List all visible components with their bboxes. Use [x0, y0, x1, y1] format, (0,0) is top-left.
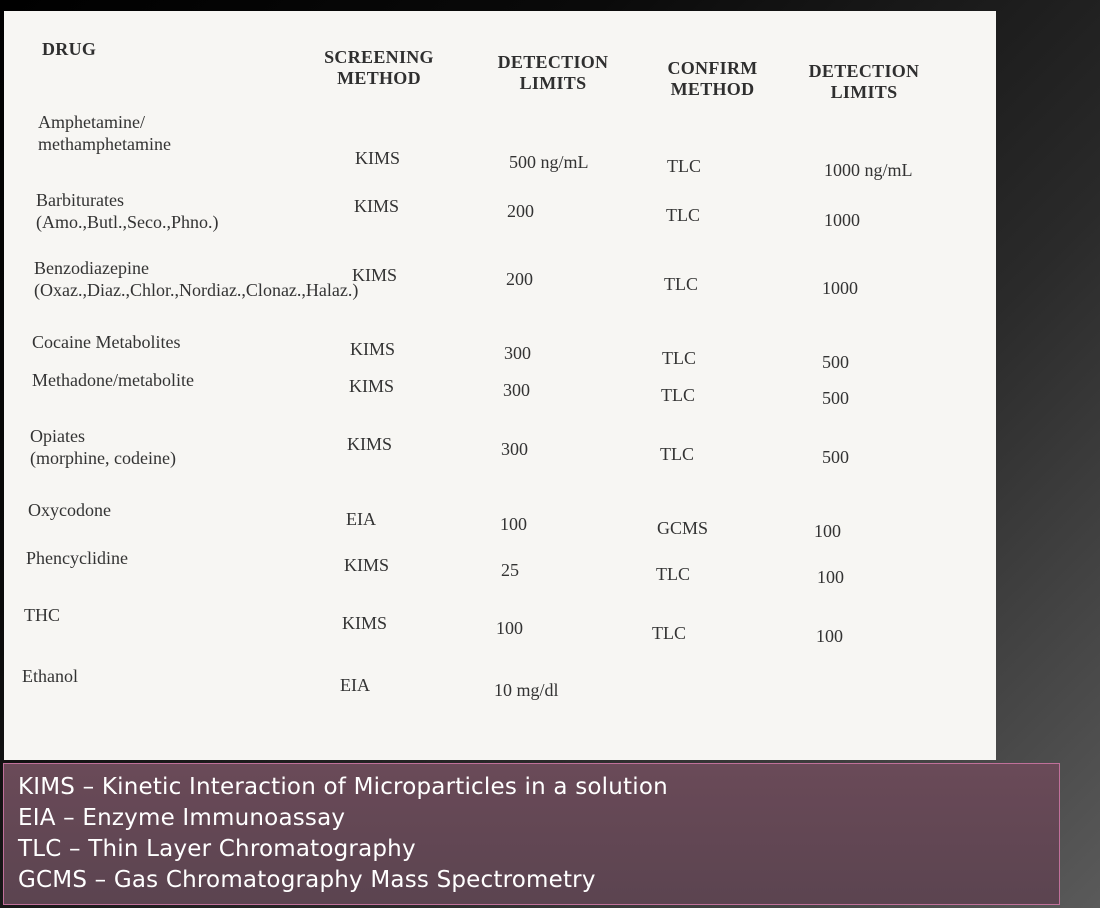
- header-screening-method: SCREENING METHOD: [324, 47, 434, 88]
- legend-tlc: TLC – Thin Layer Chromatography: [18, 836, 416, 862]
- abbreviation-legend: [3, 763, 1060, 905]
- confirm-limit-cell: 100: [814, 521, 841, 541]
- detection-limit-cell: 300: [504, 343, 531, 363]
- detection-limit-cell: 200: [507, 201, 534, 221]
- confirm-method-cell: TLC: [664, 274, 698, 294]
- detection-limit-cell: 300: [501, 439, 528, 459]
- drug-cell: Methadone/metabolite: [32, 370, 194, 390]
- legend-kims: KIMS – Kinetic Interaction of Microparticles in a solution: [18, 774, 668, 800]
- screening-cell: KIMS: [354, 196, 400, 216]
- screening-cell: KIMS: [355, 148, 401, 168]
- drug-cell: Phencyclidine: [26, 548, 128, 568]
- drug-cell: Opiates (morphine, codeine): [30, 426, 176, 468]
- detection-limit-cell: 100: [496, 618, 523, 638]
- screening-cell: KIMS: [347, 434, 393, 454]
- header-drug: DRUG: [42, 39, 97, 59]
- confirm-limit-cell: 500: [822, 447, 849, 467]
- drug-cell: Amphetamine/ methamphetamine: [38, 112, 171, 154]
- screening-cell: EIA: [340, 675, 370, 695]
- detection-limit-cell: 100: [500, 514, 527, 534]
- screening-cell: KIMS: [352, 265, 398, 285]
- screening-cell: KIMS: [342, 613, 388, 633]
- confirm-limit-cell: 1000: [824, 210, 860, 230]
- header-confirm-method: CONFIRM METHOD: [667, 58, 758, 99]
- detection-limit-cell: 200: [506, 269, 533, 289]
- confirm-method-cell: TLC: [656, 564, 690, 584]
- confirm-limit-cell: 500: [822, 352, 849, 372]
- confirm-method-cell: TLC: [652, 623, 686, 643]
- detection-limit-cell: 25: [501, 560, 519, 580]
- drug-screening-table-image: [4, 11, 996, 760]
- confirm-limit-cell: 1000 ng/mL: [824, 160, 913, 180]
- confirm-method-cell: TLC: [661, 385, 695, 405]
- detection-limit-cell: 500 ng/mL: [509, 152, 589, 172]
- screening-cell: KIMS: [349, 376, 395, 396]
- confirm-limit-cell: 1000: [822, 278, 858, 298]
- drug-cell: Barbiturates (Amo.,Butl.,Seco.,Phno.): [36, 190, 219, 232]
- confirm-method-cell: GCMS: [657, 518, 709, 538]
- drug-cell: Cocaine Metabolites: [32, 332, 181, 352]
- drug-cell: THC: [24, 605, 60, 625]
- detection-limit-cell: 10 mg/dl: [494, 680, 559, 700]
- confirm-method-cell: TLC: [662, 348, 696, 368]
- confirm-method-cell: TLC: [666, 205, 700, 225]
- detection-limit-cell: 300: [503, 380, 530, 400]
- legend-gcms: GCMS – Gas Chromatography Mass Spectrometry: [18, 867, 596, 893]
- header-detection-limits: DETECTION LIMITS: [497, 52, 609, 93]
- drug-cell: Oxycodone: [28, 500, 111, 520]
- confirm-limit-cell: 100: [817, 567, 844, 587]
- screening-cell: EIA: [346, 509, 376, 529]
- confirm-method-cell: TLC: [667, 156, 701, 176]
- screening-cell: KIMS: [344, 555, 390, 575]
- confirm-limit-cell: 100: [816, 626, 843, 646]
- confirm-limit-cell: 500: [822, 388, 849, 408]
- drug-cell: Ethanol: [22, 666, 78, 686]
- screening-cell: KIMS: [350, 339, 396, 359]
- header-confirm-detection-limits: DETECTION LIMITS: [808, 61, 920, 102]
- legend-eia: EIA – Enzyme Immunoassay: [18, 805, 346, 831]
- drug-cell: Benzodiazepine (Oxaz.,Diaz.,Chlor.,Nordiaz.,Clonaz.,Halaz.): [34, 258, 359, 300]
- confirm-method-cell: TLC: [660, 444, 694, 464]
